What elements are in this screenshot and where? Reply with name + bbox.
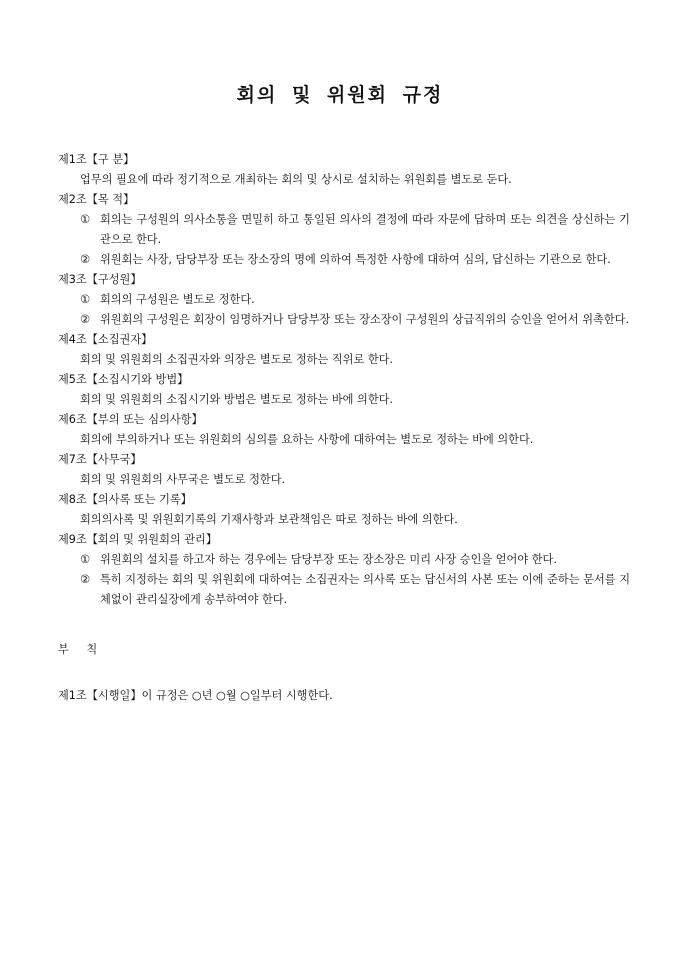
article-item <box>58 550 630 570</box>
article-3 <box>58 270 630 330</box>
article-heading: 제5조【소집시기와 방법】 <box>58 373 189 386</box>
article-item <box>58 250 630 270</box>
article-heading: 제8조【의사록 또는 기록】 <box>58 493 192 506</box>
article-text: 회의의사록 및 위원회기록의 기재사항과 보관책임은 따로 정하는 바에 의한다. <box>80 513 458 526</box>
addenda-title: 부 칙 <box>58 643 98 656</box>
item-number: ① <box>80 213 91 226</box>
article-heading: 제6조【부의 또는 심의사항】 <box>58 413 203 426</box>
article-2 <box>58 190 630 270</box>
item-number: ② <box>80 573 91 586</box>
item-number: ① <box>80 293 91 306</box>
article-text: 회의에 부의하거나 또는 위원회의 심의를 요하는 사항에 대하여는 별도로 정하는 바에 의한다. <box>80 433 534 446</box>
article-4 <box>58 330 630 370</box>
article-item <box>58 310 630 330</box>
item-text: 위원회의 설치를 하고자 하는 경우에는 담당부장 또는 장소장은 미리 사장 승인을 얻어야 한다. <box>100 553 557 566</box>
addenda-article: 제1조【시행일】이 규정은 ○년 ○월 ○일부터 시행한다. <box>58 689 333 702</box>
article-heading: 제1조【구 분】 <box>58 153 135 166</box>
article-7 <box>58 450 630 490</box>
article-6 <box>58 410 630 450</box>
section-spacer <box>58 610 630 640</box>
item-number: ② <box>80 313 91 326</box>
article-item <box>58 210 630 250</box>
article-heading: 제4조【소집권자】 <box>58 333 153 346</box>
document-title: 회의 및 위원회 규정 <box>236 84 444 106</box>
article-9 <box>58 530 630 610</box>
document-body <box>58 150 630 706</box>
item-number: ① <box>80 553 91 566</box>
article-heading: 제2조【목 적】 <box>58 193 135 206</box>
item-number: ② <box>80 253 91 266</box>
article-item <box>58 570 630 610</box>
article-heading: 제7조【사무국】 <box>58 453 142 466</box>
item-text: 위원회는 사장, 담당부장 또는 장소장의 명에 의하여 특정한 사항에 대하여 심의, 답신하는 기관으로 한다. <box>100 253 611 266</box>
item-text: 위원회의 구성원은 회장이 임명하거나 담당부장 또는 장소장이 구성원의 상급직위의 승인을 얻어서 위촉한다. <box>100 313 629 326</box>
article-item <box>58 290 630 310</box>
article-8 <box>58 490 630 530</box>
article-1 <box>58 150 630 190</box>
article-text: 회의 및 위원회의 사무국은 별도로 정한다. <box>80 473 286 486</box>
article-heading: 제3조【구성원】 <box>58 273 142 286</box>
addenda-spacer <box>58 660 630 686</box>
item-text: 회의는 구성원의 의사소통을 면밀히 하고 통일된 의사의 결정에 따라 자문에 답하며 또는 의견을 상신하는 기관으로 한다. <box>100 213 630 246</box>
article-text: 업무의 필요에 따라 정기적으로 개최하는 회의 및 상시로 설치하는 위원회를 별도로 둔다. <box>80 173 512 186</box>
article-heading: 제9조【회의 및 위원회의 관리】 <box>58 533 218 546</box>
article-5 <box>58 370 630 410</box>
addenda <box>58 640 630 706</box>
article-text: 회의 및 위원회의 소집권자와 의장은 별도로 정하는 직위로 한다. <box>80 353 393 366</box>
item-text: 특히 지정하는 회의 및 위원회에 대하여는 소집권자는 의사록 또는 답신서의 사본 또는 이에 준하는 문서를 지체없이 관리실장에게 송부하여야 한다. <box>100 573 630 606</box>
article-text: 회의 및 위원회의 소집시기와 방법은 별도로 정하는 바에 의한다. <box>80 393 393 406</box>
item-text: 회의의 구성원은 별도로 정한다. <box>100 293 255 306</box>
